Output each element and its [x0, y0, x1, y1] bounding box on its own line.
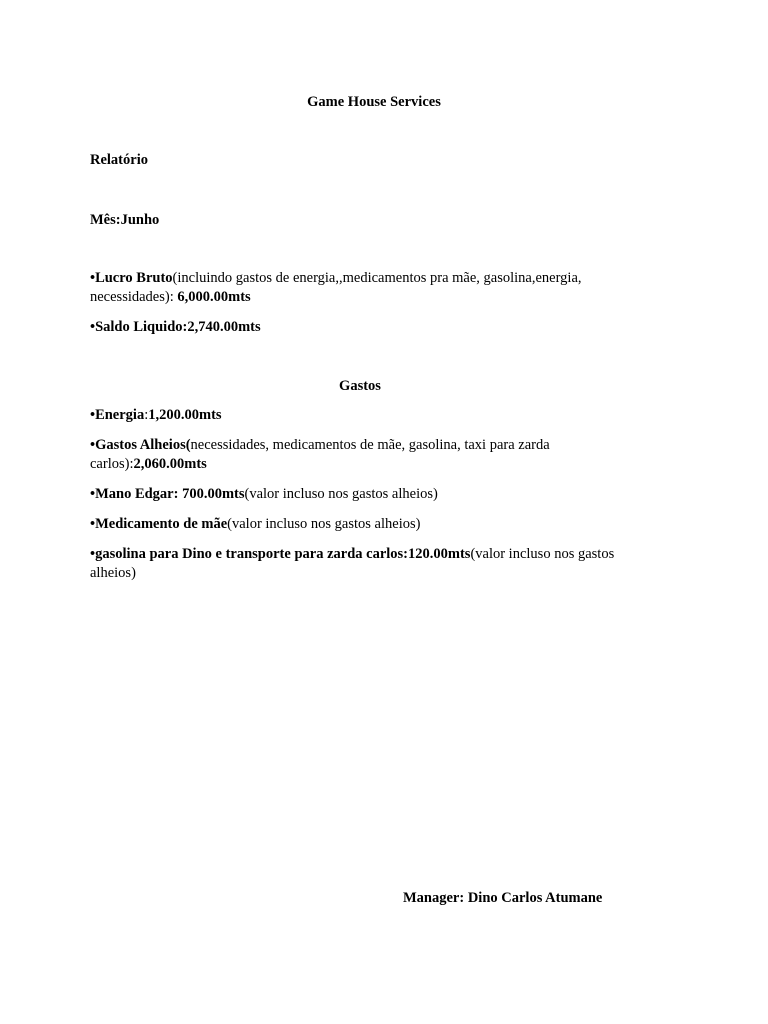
fuel-transport-line — [90, 545, 650, 583]
medication-note: (valor incluso nos gastos alheios) — [227, 516, 421, 532]
report-label: Relatório — [90, 152, 148, 168]
medication-line — [90, 515, 650, 534]
net-balance-line: •Saldo Liquido:2,740.00mts — [90, 319, 261, 335]
gross-profit-line — [90, 269, 650, 307]
gross-profit-label: •Lucro Bruto — [90, 270, 173, 286]
energy-value: 1,200.00mts — [148, 407, 222, 423]
mano-edgar-line — [90, 485, 650, 504]
energy-expense-line — [90, 406, 650, 425]
other-expenses-label: •Gastos Alheios( — [90, 437, 191, 453]
mano-edgar-note: (valor incluso nos gastos alheios) — [244, 486, 438, 502]
other-expenses-line — [90, 436, 650, 474]
medication-label: •Medicamento de mãe — [90, 516, 228, 532]
month-line: Mês:Junho — [90, 212, 160, 228]
mano-edgar-label: •Mano Edgar: 700.00mts — [90, 486, 245, 502]
other-expenses-note: necessidades, medicamentos de mãe, gasolina, taxi para zarda carlos): — [90, 437, 550, 472]
gross-profit-note: (incluindo gastos de energia,,medicamentos pra mãe, gasolina,energia, necessidades): — [90, 270, 582, 305]
expenses-heading: Gastos — [339, 378, 381, 394]
fuel-transport-label: •gasolina para Dino e transporte para zarda carlos:120.00mts — [90, 546, 471, 562]
other-expenses-value: 2,060.00mts — [133, 456, 207, 472]
energy-separator: : — [144, 407, 149, 423]
energy-label: •Energia — [90, 407, 145, 423]
fuel-transport-note: (valor incluso nos gastos alheios) — [90, 546, 615, 581]
document-title: Game House Services — [307, 94, 441, 110]
manager-signature: Manager: Dino Carlos Atumane — [403, 890, 603, 906]
gross-profit-value: 6,000.00mts — [177, 289, 251, 305]
